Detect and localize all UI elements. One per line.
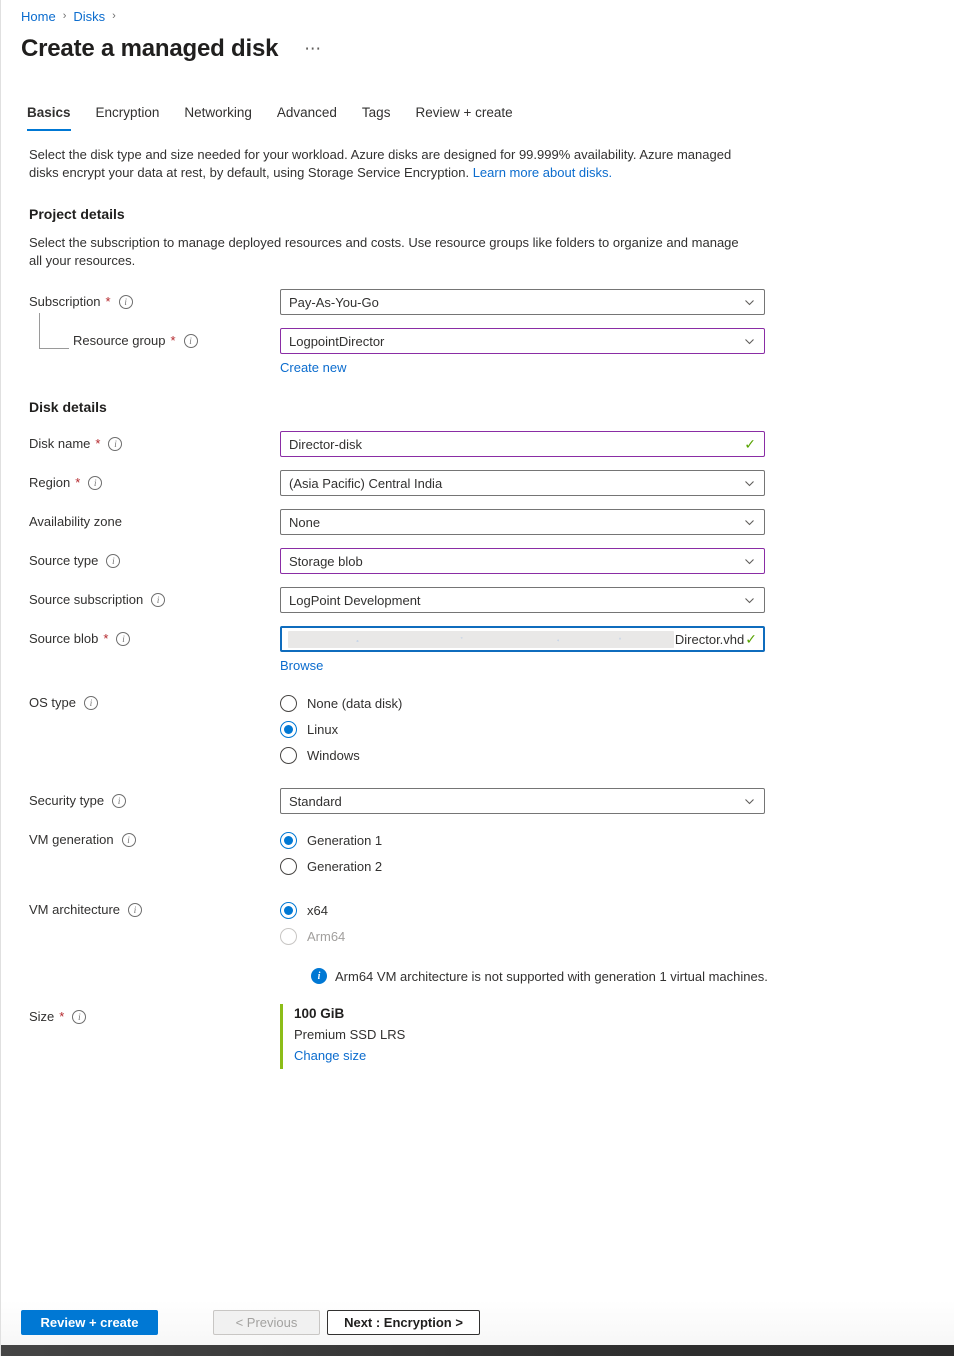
- chevron-down-icon: [743, 516, 756, 529]
- vm-generation-option-2[interactable]: [280, 853, 765, 879]
- required-asterisk: *: [59, 1009, 65, 1024]
- source-type-row: [29, 548, 954, 574]
- info-icon[interactable]: i: [106, 554, 120, 568]
- size-label: Size: [29, 1009, 55, 1024]
- info-icon[interactable]: i: [128, 903, 142, 917]
- tab-encryption[interactable]: Encryption: [95, 105, 160, 120]
- vm-architecture-row: [29, 897, 954, 949]
- source-type-dropdown[interactable]: [280, 548, 765, 574]
- tab-review-create[interactable]: Review + create: [415, 105, 513, 120]
- required-asterisk: *: [103, 631, 109, 646]
- availability-zone-label: Availability zone: [29, 514, 122, 529]
- create-new-link[interactable]: Create new: [280, 360, 347, 375]
- os-type-label: OS type: [29, 695, 76, 710]
- resource-group-connector: [39, 313, 69, 349]
- resource-group-dropdown[interactable]: [280, 328, 765, 354]
- learn-more-link[interactable]: Learn more about disks.: [472, 164, 613, 180]
- source-blob-label: Source blob: [29, 631, 99, 646]
- tab-tags[interactable]: Tags: [361, 105, 391, 120]
- tab-networking[interactable]: Networking: [184, 105, 252, 120]
- breadcrumb: [1, 0, 954, 24]
- info-icon[interactable]: i: [119, 295, 133, 309]
- source-blob-row: [29, 626, 954, 675]
- resource-group-label: Resource group: [73, 333, 166, 348]
- os-type-option-none[interactable]: [280, 690, 765, 716]
- disk-name-label: Disk name: [29, 436, 91, 451]
- project-details-heading: Project details: [29, 206, 125, 222]
- info-icon[interactable]: i: [88, 476, 102, 490]
- source-type-value: Storage blob: [289, 553, 363, 569]
- page-title: Create a managed disk: [21, 35, 279, 62]
- size-value: 100 GiB: [294, 1006, 345, 1021]
- availability-zone-dropdown[interactable]: [280, 509, 765, 535]
- os-type-option-linux[interactable]: [280, 716, 765, 742]
- info-filled-icon: i: [311, 968, 327, 984]
- source-subscription-label: Source subscription: [29, 592, 144, 607]
- chevron-down-icon: [743, 335, 756, 348]
- tab-advanced[interactable]: Advanced: [276, 105, 337, 120]
- source-blob-value-suffix: Director.vhd: [674, 631, 745, 647]
- info-icon[interactable]: i: [116, 632, 130, 646]
- subscription-row: [29, 289, 954, 315]
- subscription-value: Pay-As-You-Go: [289, 294, 379, 310]
- vm-generation-label: VM generation: [29, 832, 114, 847]
- vm-generation-row: [29, 827, 954, 879]
- required-asterisk: *: [95, 436, 101, 451]
- source-subscription-dropdown[interactable]: [280, 587, 765, 613]
- tab-basics[interactable]: Basics: [27, 105, 71, 131]
- breadcrumb-chevron-icon: ›: [62, 9, 67, 22]
- disk-details-heading: Disk details: [29, 399, 107, 415]
- info-icon[interactable]: i: [122, 833, 136, 847]
- info-icon[interactable]: i: [72, 1010, 86, 1024]
- chevron-down-icon: [743, 477, 756, 490]
- redacted-blob-url: [288, 631, 674, 648]
- bottom-taskbar-strip: [1, 1345, 954, 1356]
- size-sku: Premium SSD LRS: [294, 1027, 406, 1042]
- subscription-label: Subscription: [29, 294, 101, 309]
- radio-selected-icon: [280, 902, 297, 919]
- radio-label: Generation 2: [307, 858, 383, 874]
- os-type-option-windows[interactable]: [280, 742, 765, 768]
- vm-architecture-option-arm64: [280, 923, 765, 949]
- chevron-down-icon: [743, 795, 756, 808]
- valid-check-icon: ✓: [745, 630, 757, 647]
- source-subscription-value: LogPoint Development: [289, 592, 421, 608]
- more-options-icon[interactable]: ⋯: [304, 39, 323, 58]
- disk-name-input[interactable]: [280, 431, 765, 457]
- change-size-link[interactable]: Change size: [294, 1048, 367, 1063]
- info-icon[interactable]: i: [184, 334, 198, 348]
- arm64-note-text: Arm64 VM architecture is not supported with generation 1 virtual machines.: [335, 968, 768, 984]
- breadcrumb-home-link[interactable]: Home: [21, 9, 56, 24]
- security-type-value: Standard: [289, 793, 342, 809]
- source-subscription-row: [29, 587, 954, 613]
- security-type-row: [29, 788, 954, 814]
- radio-label: Linux: [307, 721, 339, 737]
- size-row: [29, 1004, 954, 1069]
- resource-group-row: [29, 328, 954, 377]
- wizard-tabs: [27, 105, 954, 131]
- previous-button: < Previous: [213, 1310, 320, 1335]
- intro-text: Select the disk type and size needed for your workload. Azure disks are designed for 99.999% availability. Azure managed disks encrypt your data at rest, by default, using Storage Service Encryption. Learn more about disks.: [29, 147, 732, 180]
- review-create-button[interactable]: Review + create: [21, 1310, 158, 1335]
- breadcrumb-chevron-icon: ›: [112, 9, 116, 22]
- info-icon[interactable]: i: [112, 794, 126, 808]
- disk-name-value: Director-disk: [289, 436, 362, 452]
- radio-label: None (data disk): [307, 695, 403, 711]
- radio-label: Generation 1: [307, 832, 383, 848]
- info-icon[interactable]: i: [108, 437, 122, 451]
- radio-label: Windows: [307, 747, 360, 763]
- vm-generation-option-1[interactable]: [280, 827, 765, 853]
- info-icon[interactable]: i: [151, 593, 165, 607]
- region-row: [29, 470, 954, 496]
- radio-unselected-icon: [280, 858, 297, 875]
- wizard-footer: [1, 1300, 954, 1345]
- availability-zone-row: [29, 509, 954, 535]
- chevron-down-icon: [743, 296, 756, 309]
- project-details-description: Select the subscription to manage deployed resources and costs. Use resource groups like folders to organize and manage all your resources.: [29, 235, 739, 268]
- security-type-dropdown[interactable]: [280, 788, 765, 814]
- disk-name-row: [29, 431, 954, 457]
- radio-selected-icon: [280, 832, 297, 849]
- resource-group-value: LogpointDirector: [289, 333, 385, 349]
- arm64-info-note: [311, 968, 954, 984]
- vm-architecture-option-x64[interactable]: [280, 897, 765, 923]
- security-type-label: Security type: [29, 793, 105, 808]
- info-icon[interactable]: i: [84, 696, 98, 710]
- chevron-down-icon: [743, 555, 756, 568]
- radio-label: Arm64: [307, 928, 346, 944]
- valid-check-icon: ✓: [744, 435, 756, 452]
- availability-zone-value: None: [289, 514, 321, 530]
- radio-unselected-icon: [280, 747, 297, 764]
- required-asterisk: *: [75, 475, 81, 490]
- required-asterisk: *: [170, 333, 176, 348]
- source-blob-input[interactable]: [280, 626, 765, 652]
- source-type-label: Source type: [29, 553, 99, 568]
- region-dropdown[interactable]: [280, 470, 765, 496]
- breadcrumb-disks-link[interactable]: Disks: [73, 9, 106, 24]
- chevron-down-icon: [743, 594, 756, 607]
- vm-architecture-label: VM architecture: [29, 902, 121, 917]
- required-asterisk: *: [105, 294, 111, 309]
- region-label: Region: [29, 475, 71, 490]
- radio-unselected-icon: [280, 695, 297, 712]
- radio-disabled-icon: [280, 928, 297, 945]
- os-type-row: [29, 690, 954, 768]
- size-summary-card: [280, 1004, 765, 1069]
- radio-label: x64: [307, 902, 328, 918]
- browse-link[interactable]: Browse: [280, 658, 324, 673]
- subscription-dropdown[interactable]: [280, 289, 765, 315]
- region-value: (Asia Pacific) Central India: [289, 475, 443, 491]
- radio-selected-icon: [280, 721, 297, 738]
- next-encryption-button[interactable]: Next : Encryption >: [327, 1310, 480, 1335]
